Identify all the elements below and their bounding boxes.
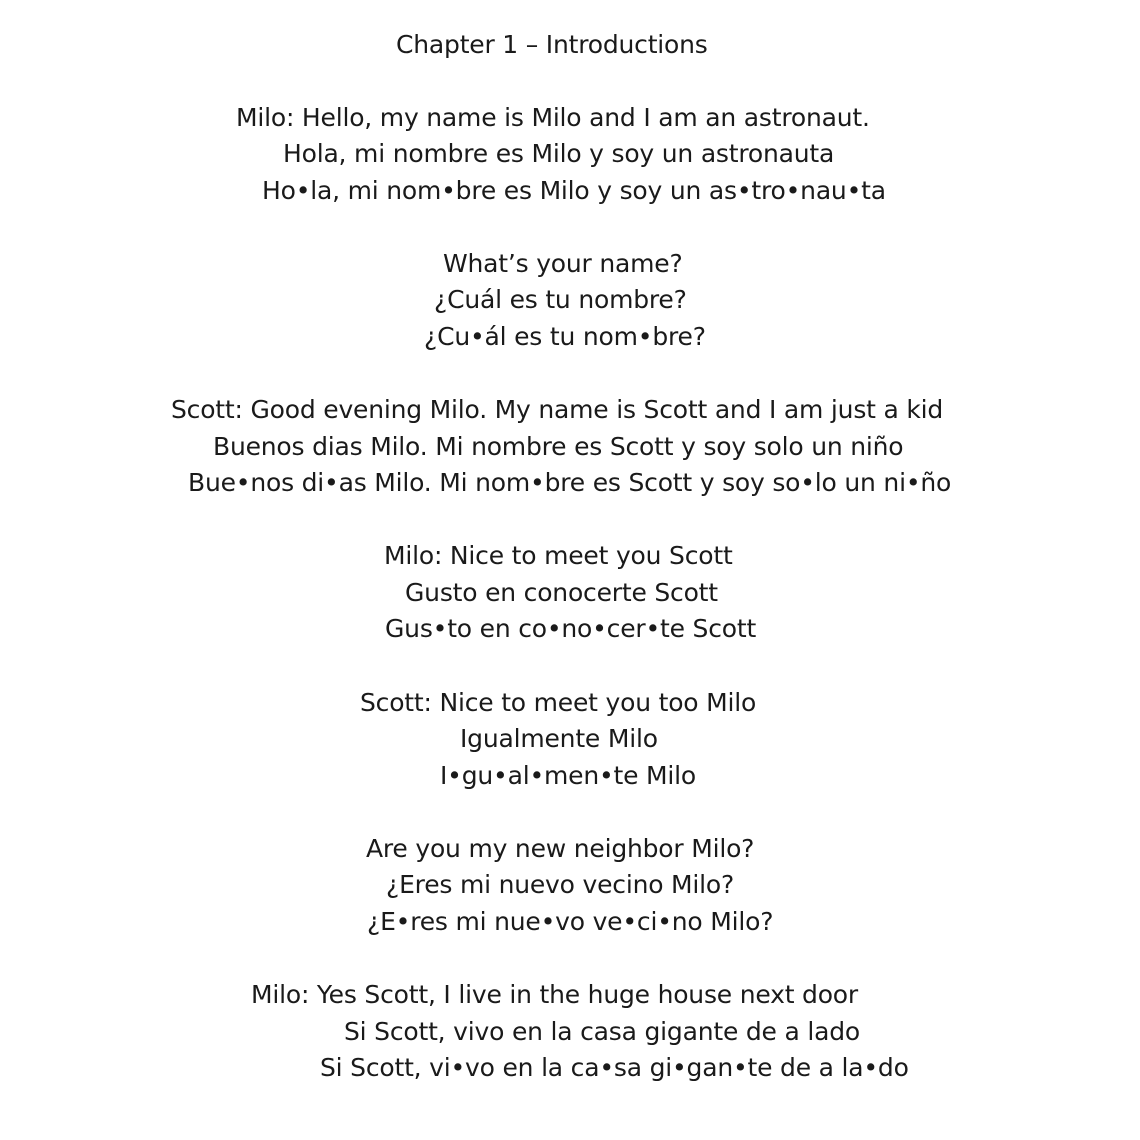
spanish-line: ¿Eres mi nuevo vecino Milo? [386, 870, 735, 899]
english-line: Milo: Hello, my name is Milo and I am an astronaut. [236, 103, 870, 132]
spanish-line: Buenos dias Milo. Mi nombre es Scott y soy solo un niño [213, 432, 904, 461]
english-line: Milo: Yes Scott, I live in the huge house next door [251, 980, 858, 1009]
english-line: Milo: Nice to meet you Scott [384, 541, 733, 570]
syllables-line: I•gu•al•men•te Milo [440, 761, 697, 790]
spanish-line: Gusto en conocerte Scott [405, 578, 718, 607]
spanish-line: Igualmente Milo [460, 724, 658, 753]
english-line: Scott: Good evening Milo. My name is Scott and I am just a kid [171, 395, 944, 424]
spanish-line: ¿Cuál es tu nombre? [434, 285, 687, 314]
english-line: Scott: Nice to meet you too Milo [360, 688, 757, 717]
syllables-line: Ho•la, mi nom•bre es Milo y soy un as•tro•nau•ta [262, 176, 886, 205]
english-line: Are you my new neighbor Milo? [366, 834, 755, 863]
syllables-line: Si Scott, vi•vo en la ca•sa gi•gan•te de a la•do [320, 1053, 909, 1082]
english-line: What’s your name? [443, 249, 683, 278]
syllables-line: Bue•nos di•as Milo. Mi nom•bre es Scott y soy so•lo un ni•ño [188, 468, 952, 497]
syllables-line: Gus•to en co•no•cer•te Scott [385, 614, 757, 643]
chapter-title: Chapter 1 – Introductions [396, 30, 708, 59]
syllables-line: ¿Cu•ál es tu nom•bre? [424, 322, 706, 351]
spanish-line: Hola, mi nombre es Milo y soy un astronauta [283, 139, 835, 168]
syllables-line: ¿E•res mi nue•vo ve•ci•no Milo? [367, 907, 774, 936]
spanish-line: Si Scott, vivo en la casa gigante de a lado [344, 1017, 860, 1046]
